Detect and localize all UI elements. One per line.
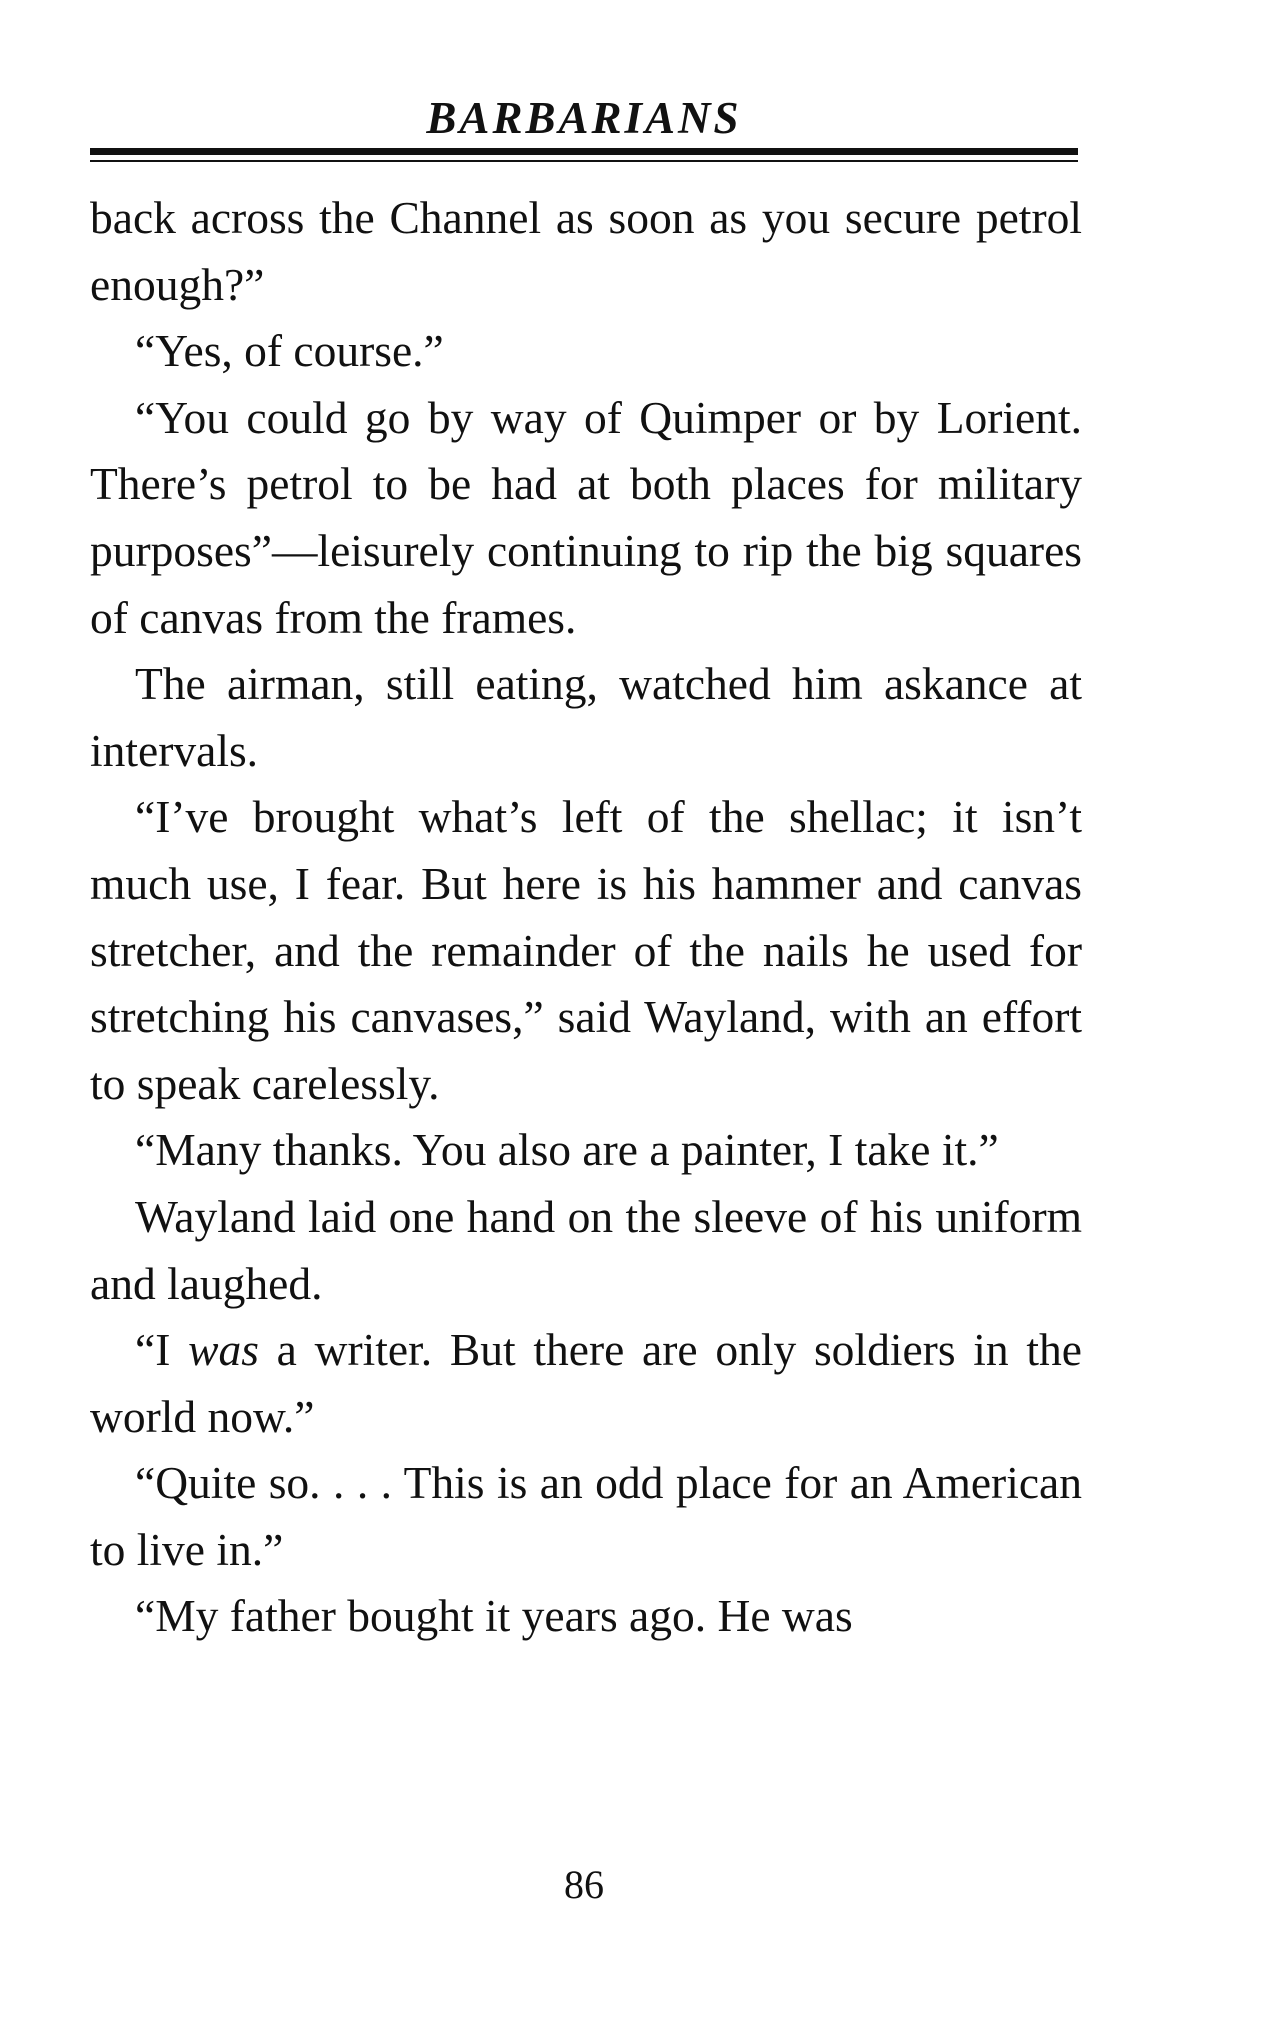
paragraph	[90, 1317, 1082, 1450]
paragraph-text: “I’ve brought what’s left of the shellac; it isn’t much use, I fear. But here is his hammer and canvas stretcher, and the remainder of the nails he used for stretching his canvases,” said Wayland, with an effort to speak carelessly.	[90, 791, 1082, 1109]
paragraph-text: The airman, still eating, watched him askance at intervals.	[90, 658, 1082, 776]
paragraph-text: back across the Channel as soon as you secure petrol enough?”	[90, 192, 1082, 310]
paragraph	[90, 385, 1082, 651]
paragraph	[90, 318, 1082, 385]
paragraph	[90, 185, 1082, 318]
paragraph-text: “I	[135, 1324, 189, 1376]
paragraph-text: “Yes, of course.”	[135, 325, 444, 377]
header-rule-thick	[90, 148, 1078, 155]
running-head: BARBARIANS	[426, 93, 742, 143]
paragraph	[90, 651, 1082, 784]
paragraph	[90, 1184, 1082, 1317]
paragraph	[90, 784, 1082, 1117]
header-rule-thin	[90, 160, 1078, 162]
paragraph	[90, 1450, 1082, 1583]
page-number: 86	[564, 1862, 604, 1907]
paragraph-text: “You could go by way of Quimper or by Lorient. There’s petrol to be had at both places for military purposes”—leisurely continuing to rip the big squares of canvas from the frames.	[90, 391, 1082, 643]
paragraph-text: Wayland laid one hand on the sleeve of his uniform and laughed.	[90, 1190, 1082, 1309]
paragraph-text: “Many thanks. You also are a painter, I take it.”	[135, 1124, 999, 1176]
paragraph-text: “Quite so. . . . This is an odd place for an American to live in.”	[90, 1457, 1082, 1575]
body-text	[90, 185, 1082, 1650]
italic-emphasis: was	[188, 1324, 259, 1376]
paragraph-text: a writer. But there are only soldiers in the world now.”	[90, 1324, 1082, 1442]
paragraph	[90, 1117, 1082, 1184]
paragraph-text: “My father bought it years ago. He was	[135, 1590, 853, 1642]
paragraph	[90, 1583, 1082, 1650]
